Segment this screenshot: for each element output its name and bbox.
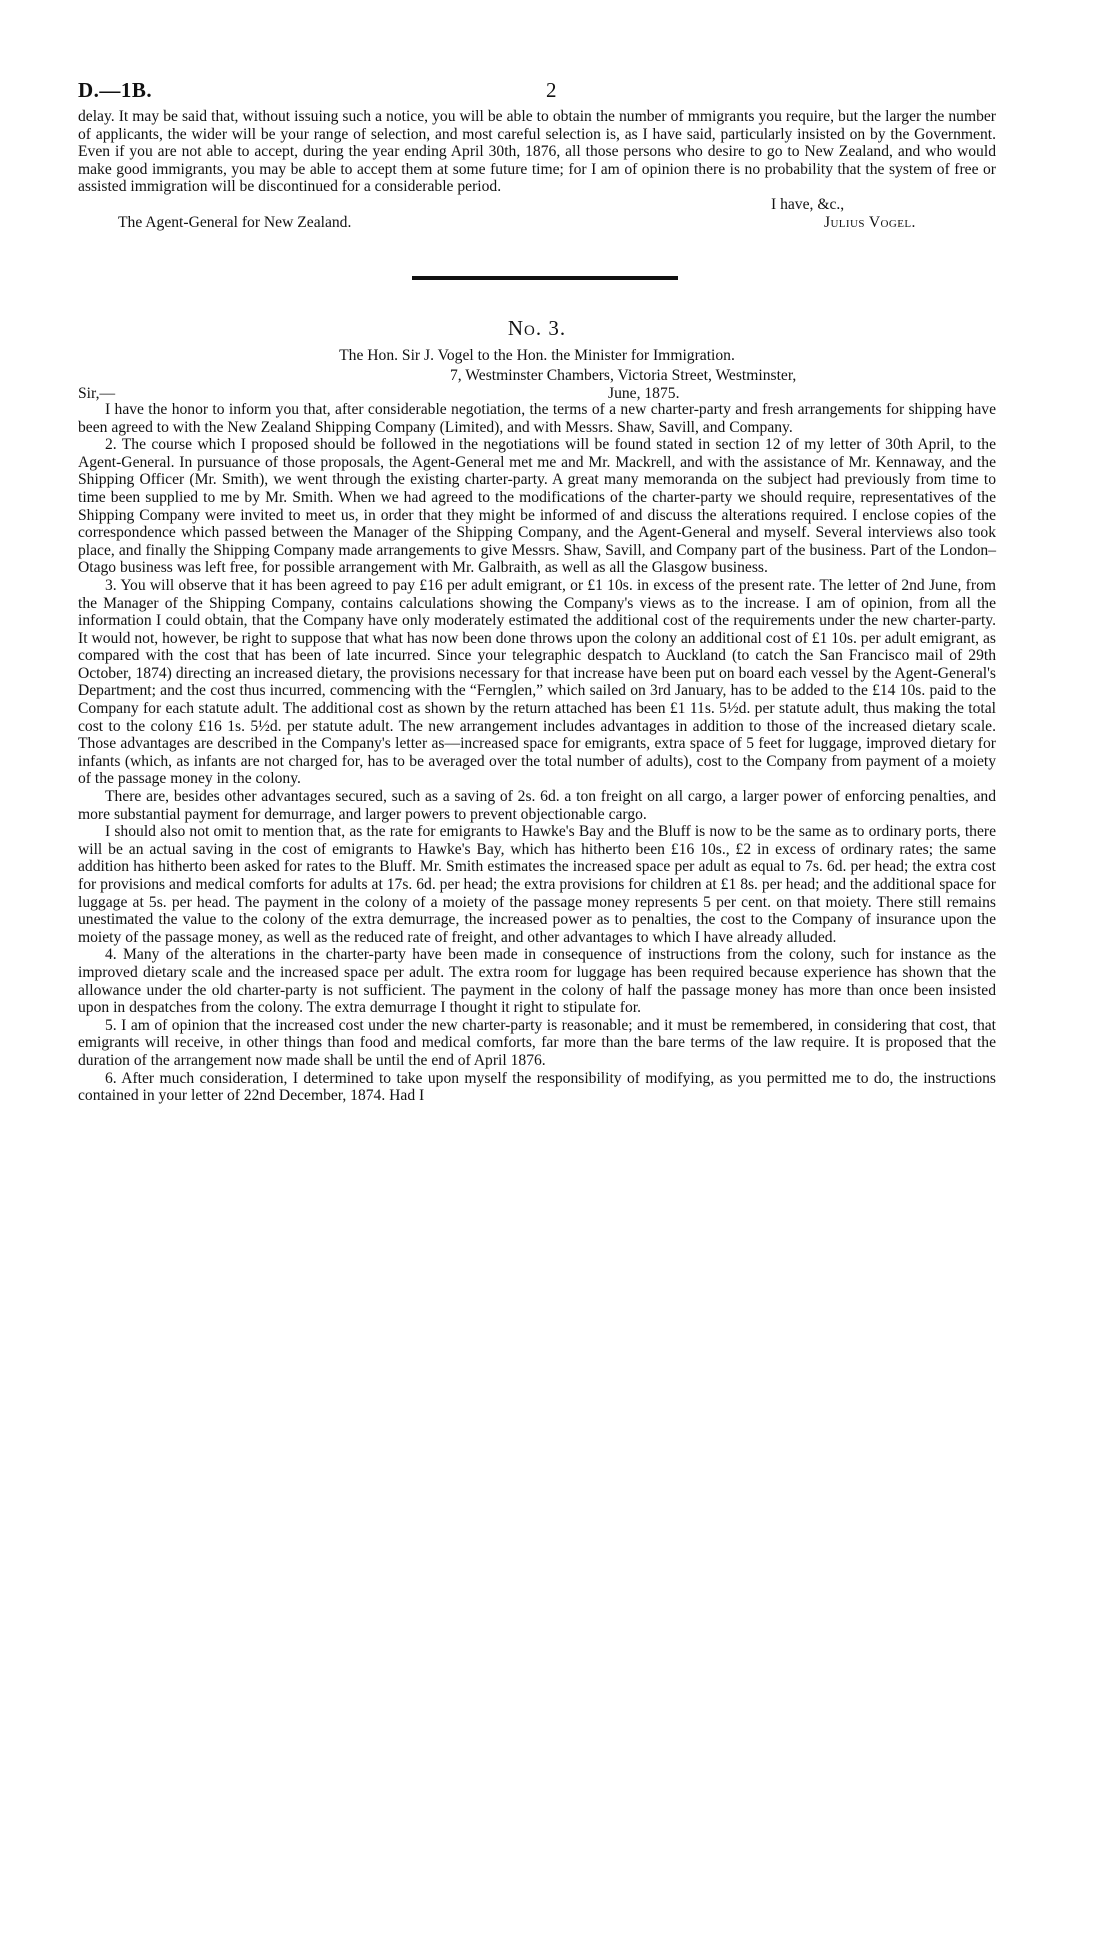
body-paragraph: I have the honor to inform you that, after considerable negotiation, the terms of a new charter-party and fresh arrangements for shipping have been agreed to with the New Zealand Shipping Company (Limited), and with Messrs. Shaw, Savill, and Company. xyxy=(78,400,996,436)
body-paragraph: There are, besides other advantages secured, such as a saving of 2s. 6d. a ton freight on all cargo, a larger power of enforcing penalties, and more substantial payment for demurrage, and larger powers to prevent objectionable cargo. xyxy=(78,788,996,823)
letter-number-heading: No. 3. xyxy=(507,315,567,340)
previous-letter-body xyxy=(78,108,996,196)
previous-letter-paragraph: delay. It may be said that, without issuing such a notice, you will be able to obtain the number of mmigrants you require, but the larger the number of applicants, the wider will be your range of selection, and most careful selection is, as I have said, particularly insisted on by the Government. Even if you are not able to accept, during the year ending April 30th, 1876, all those persons who desire to go to New Zealand, and who would make good immigrants, you may be able to accept them at some future time; for I am of opinion there is no probability that the system of free or assisted immigration will be discontinued for a considerable period. xyxy=(78,108,996,196)
letter-body xyxy=(78,401,996,1105)
letter-subtitle: The Hon. Sir J. Vogel to the Hon. the Minister for Immigration. xyxy=(339,346,735,364)
addressee: The Agent-General for New Zealand. xyxy=(118,213,352,231)
section-divider xyxy=(412,276,678,280)
signature: Julius Vogel. xyxy=(824,213,916,231)
page-number: 2 xyxy=(546,78,557,102)
document-reference: D.—1B. xyxy=(78,78,153,102)
sender-address: 7, Westminster Chambers, Victoria Street, Westminster, xyxy=(450,366,797,384)
body-paragraph: 4. Many of the alterations in the charter-party have been made in consequence of instructions from the colony, such for instance as the improved dietary scale and the increased space per adult. The extra room for luggage has been required because experience has shown that the allowance under the old charter-party is not sufficient. The payment in the colony of half the passage money has more than once been insisted upon in despatches from the colony. The extra demurrage I thought it right to stipulate for. xyxy=(78,946,996,1017)
body-paragraph: I should also not omit to mention that, as the rate for emigrants to Hawke's Bay and the Bluff is now to be the same as to ordinary ports, there will be an actual saving in the cost of emigrants to Hawke's Bay, which has hitherto been £16 10s., £2 in excess of ordinary rates; the same addition has hitherto been asked for rates to the Bluff. Mr. Smith estimates the increased space per adult as equal to 7s. 6d. per head; the extra cost for provisions and medical comforts for adults at 17s. 6d. per head; the extra provisions for children at £1 8s. per head; and the additional space for luggage at 5s. per head. The payment in the colony of a moiety of the passage money represents 5 per cent. on that moiety. There still remains unestimated the value to the colony of the extra demurrage, the increased power as to penalties, the cost to the Company of insurance upon the moiety of the passage money, as well as the reduced rate of freight, and other advantages to which I have already alluded. xyxy=(78,823,996,946)
document-page xyxy=(78,78,996,1105)
running-head xyxy=(78,78,996,108)
body-paragraph: 3. You will observe that it has been agreed to pay £16 per adult emigrant, or £1 10s. in excess of the present rate. The letter of 2nd June, from the Manager of the Shipping Company, contains calculations showing the Company's views as to the increase. I am of opinion, from all the information I could obtain, that the Company have only moderately estimated the additional cost of the requirements under the new charter-party. It would not, however, be right to suppose that what has now been done throws upon the colony an additional cost of £1 10s. per adult emigrant, as compared with the cost that has been of late incurred. Since your telegraphic despatch to Auckland (to catch the San Francisco mail of 29th October, 1874) directing an increased dietary, the provisions necessary for that increase have been put on board each vessel by the Agent-General's Department; and the cost thus incurred, commencing with the “Fernglen,” which sailed on 3rd January, has to be added to the £14 10s. paid to the Company for each statute adult. The additional cost as shown by the return attached has been £1 11s. 5½d. per statute adult, thus making the total cost to the colony £16 1s. 5½d. per statute adult. The new arrangement includes advantages in addition to those of the increased dietary scale. Those advantages are described in the Company's letter as—increased space for emigrants, extra space of 5 feet for luggage, improved dietary for infants (which, as infants are not charged for, has to be averaged over the total number of adults), cost to the Company from payment of a moiety of the passage money in the colony. xyxy=(78,576,996,788)
body-paragraph: 5. I am of opinion that the increased cost under the new charter-party is reasonable; and it must be remembered, in considering that cost, that emigrants will receive, in other things than food and medical comforts, far more than the bare terms of the law require. It is proposed that the duration of the arrangement now made shall be until the end of April 1876. xyxy=(78,1016,996,1069)
closing-phrase: I have, &c., xyxy=(771,195,845,213)
body-paragraph: 2. The course which I proposed should be followed in the negotiations will be found stated in section 12 of my letter of 30th April, to the Agent-General. In pursuance of those proposals, the Agent-General met me and Mr. Mackrell, and with the assistance of Mr. Kennaway, and the Shipping Officer (Mr. Smith), we went through the existing charter-party. A great many memoranda on the subject had previously from time to time been supplied to me by Mr. Smith. When we had agreed to the modifications of the charter-party we should require, representatives of the Shipping Company were invited to meet us, in order that they might be informed of and discuss the alterations required. I enclose copies of the correspondence which passed between the Manager of the Shipping Company, and the Agent-General and myself. Several interviews also took place, and finally the Shipping Company made arrangements to give Messrs. Shaw, Savill, and Company part of the business. Part of the London–Otago business was left free, for possible arrangement with Mr. Galbraith, as well as all the Glasgow business. xyxy=(78,436,996,577)
previous-letter-signoff xyxy=(78,196,996,232)
letter-date: June, 1875. xyxy=(608,384,680,402)
salutation: Sir,— xyxy=(78,384,116,402)
letter-address-block xyxy=(78,365,996,401)
body-paragraph: 6. After much consideration, I determined to take upon myself the responsibility of modifying, as you permitted me to do, the instructions contained in your letter of 22nd December, 1874. Had I xyxy=(78,1069,996,1105)
